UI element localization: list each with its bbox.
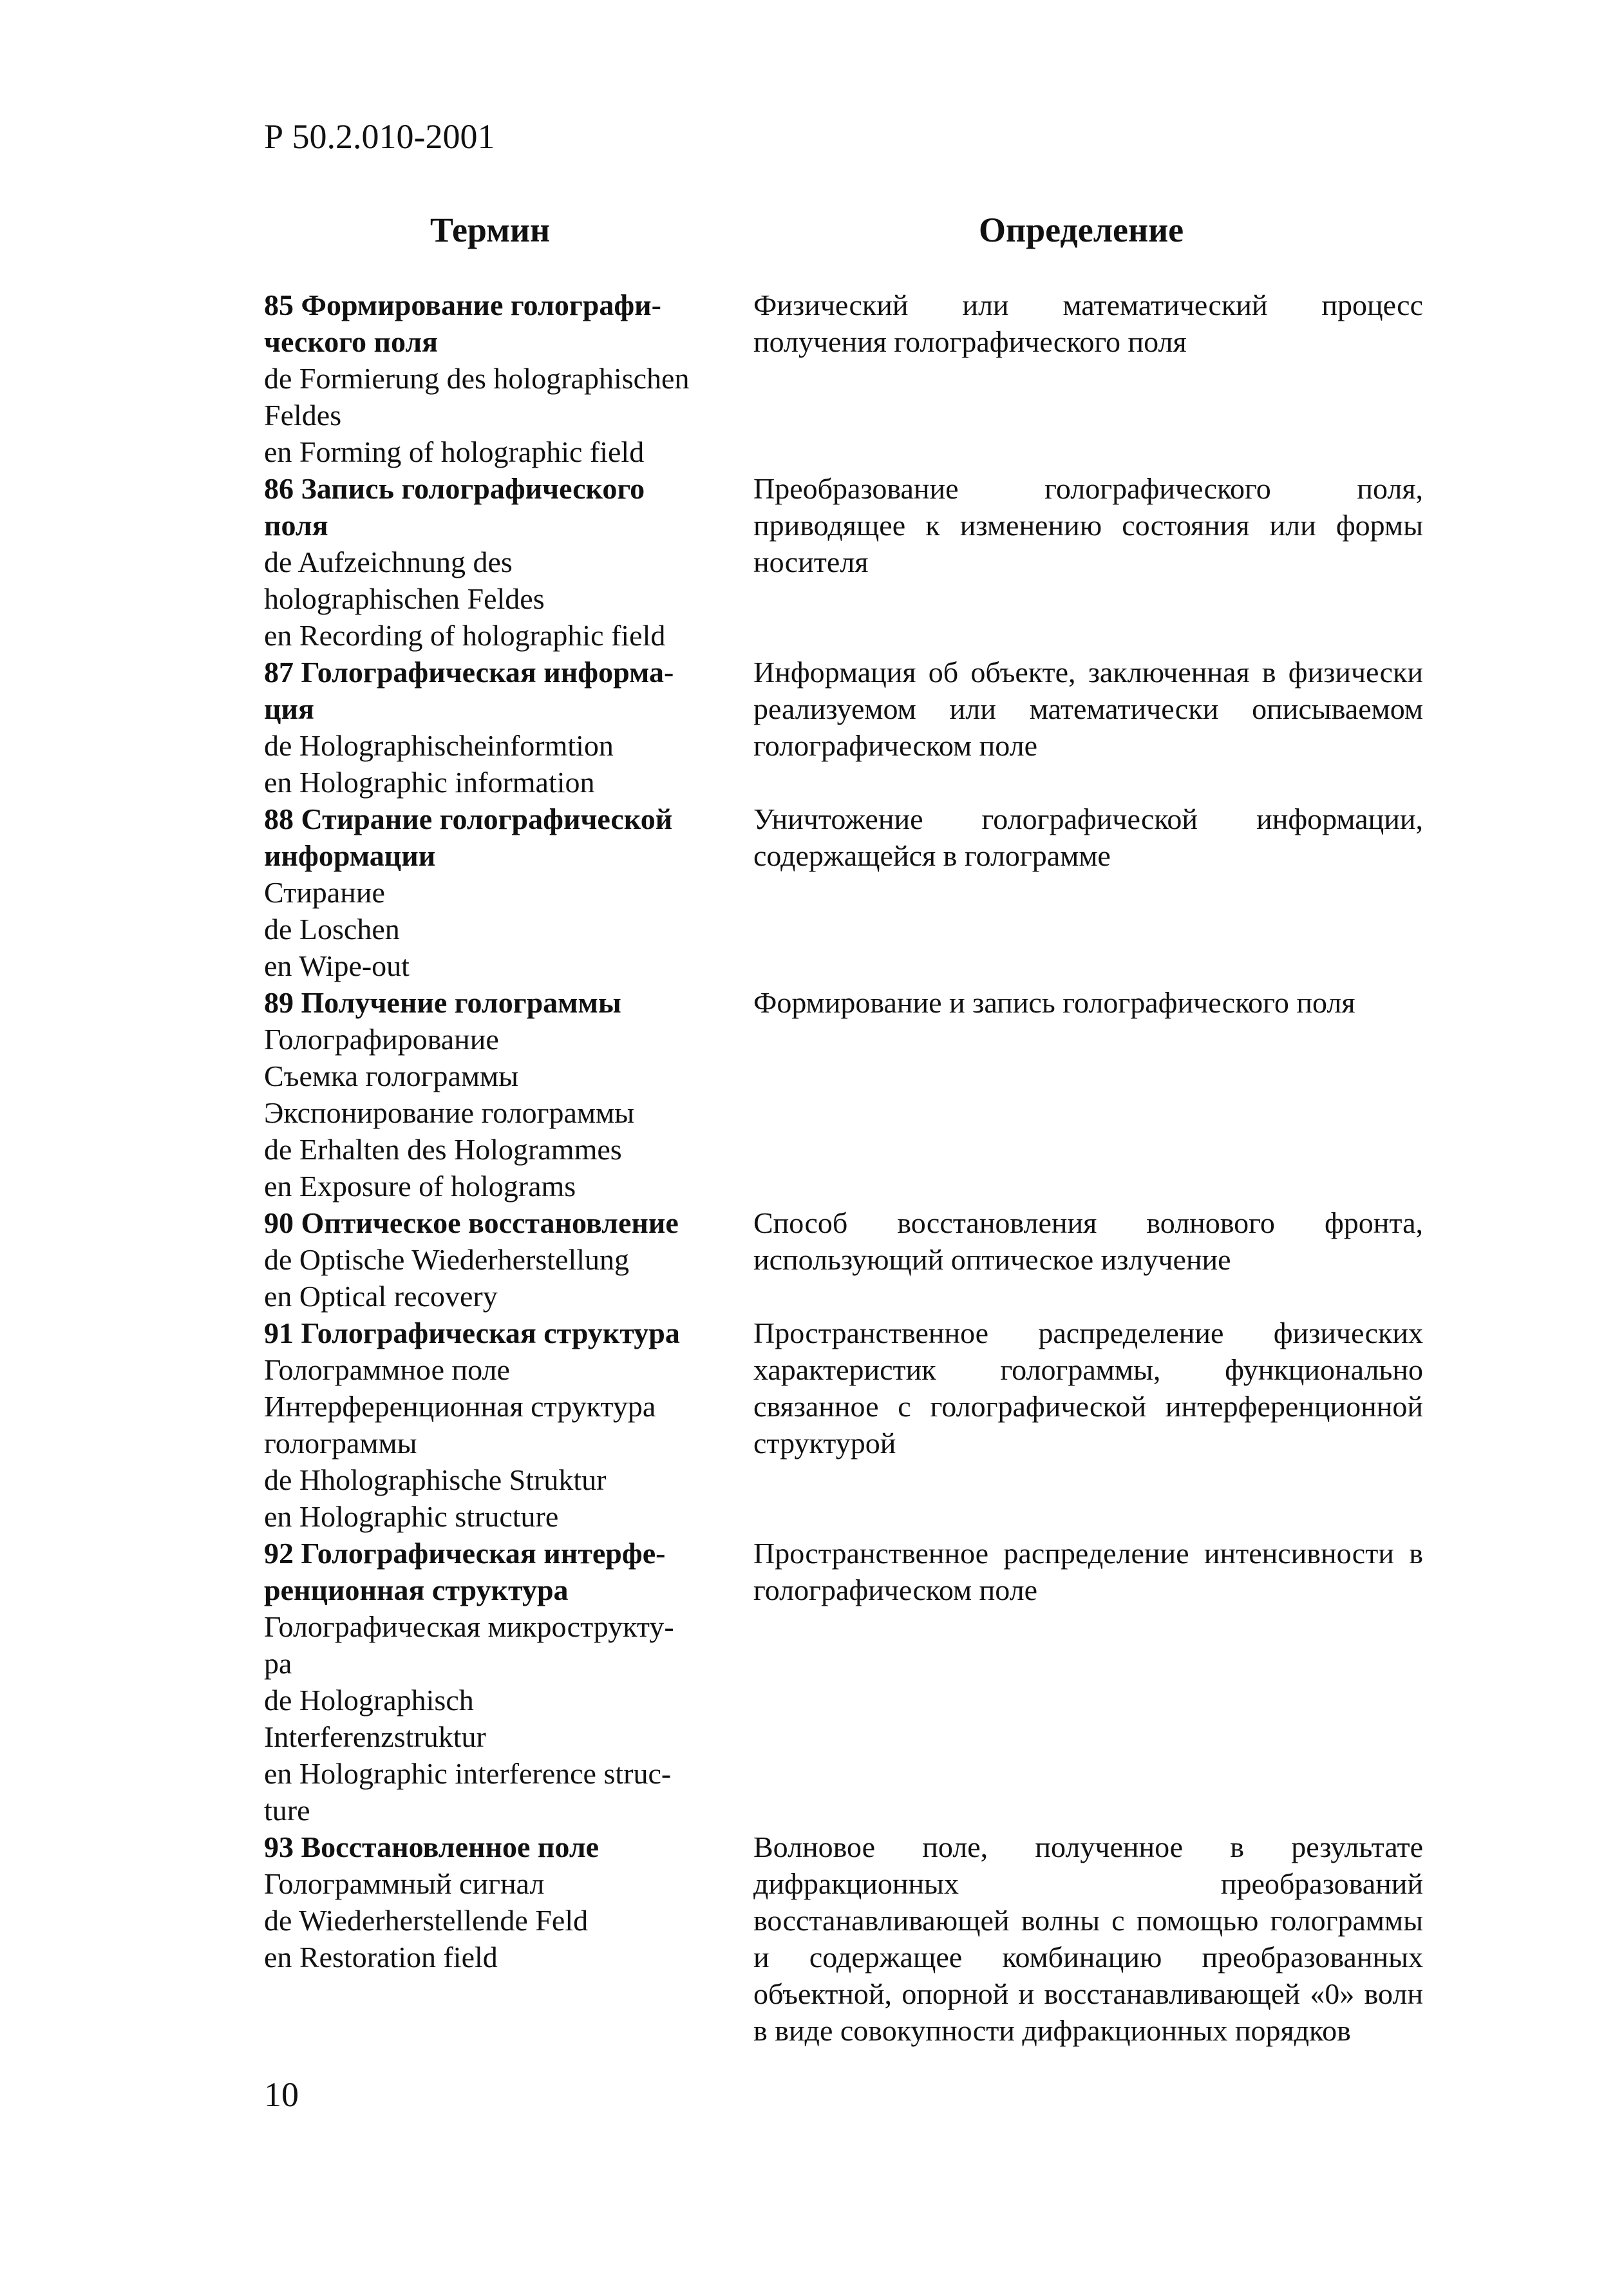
term-variant-line: de Aufzeichnung des [264, 546, 513, 578]
term-variant-line: en Restoration field [264, 1941, 498, 1973]
term-variant-line: de Erhalten des Hologrammes [264, 1133, 622, 1166]
term-variant-line: de Hholographische Struktur [264, 1463, 607, 1496]
term-cell [264, 287, 715, 470]
definition-text: Пространственное распределение физических характеристик голограммы, функционально связанное с голографической интерференционной структурой [753, 1317, 1423, 1460]
definition-cell [753, 984, 1423, 1021]
definition-text: Физический или математический процесс получения голографического поля [753, 289, 1423, 358]
term-cell [264, 1829, 715, 1975]
term-entry [0, 1204, 1624, 1315]
term-variant-line: ture [264, 1794, 310, 1827]
term-variant-line: Голограммный сигнал [264, 1867, 545, 1900]
term-variant-line: en Recording of holographic field [264, 619, 666, 652]
definition-text: Преобразование голографического поля, приводящее к изменению состояния или формы носителя [753, 472, 1423, 578]
term-variant-line: Голографирование [264, 1023, 499, 1056]
term-variant-line: holographischen Feldes [264, 582, 545, 615]
definition-column-title: Определение [979, 211, 1184, 249]
term-variant-line: en Exposure of holograms [264, 1170, 576, 1203]
term-title-line: 92 Голографическая интерфе- [264, 1537, 666, 1570]
term-variant-line: Стирание [264, 876, 385, 909]
term-entry [0, 801, 1624, 984]
term-entry [0, 470, 1624, 654]
term-cell [264, 801, 715, 984]
terms-table [0, 287, 1624, 2049]
term-title-line: 90 Оптическое восстановление [264, 1206, 679, 1239]
page-number: 10 [264, 2075, 299, 2114]
definition-cell [753, 654, 1423, 764]
definition-cell [753, 1535, 1423, 1608]
term-variant-line: Interferenzstruktur [264, 1720, 486, 1753]
term-variant-line: en Holographic structure [264, 1500, 559, 1533]
term-column-title: Термин [430, 211, 551, 249]
term-title-line: 86 Запись голографического [264, 472, 645, 505]
term-variant-line: de Wiederherstellende Feld [264, 1904, 589, 1937]
term-variant-line: de Formierung des holographischen [264, 362, 690, 395]
term-variant-line: ра [264, 1647, 292, 1680]
term-variant-line: Экспонирование голограммы [264, 1096, 634, 1129]
term-entry [0, 654, 1624, 801]
definition-text: Пространственное распределение интенсивности в голографическом поле [753, 1537, 1423, 1606]
term-variant-line: Feldes [264, 399, 342, 432]
term-variant-line: Голограммное поле [264, 1353, 510, 1386]
term-title-line: ция [264, 692, 314, 725]
document-code: Р 50.2.010-2001 [264, 117, 495, 156]
term-entry [0, 1315, 1624, 1535]
term-cell [264, 470, 715, 654]
term-cell [264, 1315, 715, 1535]
term-title-line: 88 Стирание голографической [264, 803, 673, 835]
term-title-line: ренционная структура [264, 1574, 569, 1606]
term-cell [264, 654, 715, 801]
term-title-line: поля [264, 509, 328, 542]
definition-cell [753, 1315, 1423, 1461]
term-title-line: 87 Голографическая информа- [264, 656, 674, 689]
definition-cell [753, 1829, 1423, 2049]
term-entry [0, 1535, 1624, 1829]
term-title-line: 85 Формирование голографи- [264, 289, 662, 321]
definition-cell [753, 1204, 1423, 1278]
definition-cell [753, 470, 1423, 580]
term-title-line: ческого поля [264, 325, 439, 358]
term-variant-line: de Holographisch [264, 1684, 474, 1717]
term-cell [264, 1204, 715, 1315]
term-title-line: информации [264, 839, 436, 872]
term-title-line: 89 Получение голограммы [264, 986, 621, 1019]
term-entry [0, 287, 1624, 470]
term-variant-line: Интерференционная структура [264, 1390, 656, 1423]
term-title-line: 93 Восстановленное поле [264, 1831, 600, 1863]
term-cell [264, 984, 715, 1204]
definition-cell [753, 801, 1423, 874]
term-entry [0, 1829, 1624, 2049]
definition-text: Формирование и запись голографического поля [753, 986, 1355, 1019]
definition-text: Способ восстановления волнового фронта, использующий оптическое излучение [753, 1206, 1423, 1276]
definition-text: Информация об объекте, заключенная в физически реализуемом или математически описываемом голографическом поле [753, 656, 1423, 762]
term-variant-line: de Optische Wiederherstellung [264, 1243, 630, 1276]
term-title-line: 91 Голографическая структура [264, 1317, 680, 1349]
term-variant-line: Голографическая микрострукту- [264, 1610, 674, 1643]
definition-cell [753, 287, 1423, 360]
term-variant-line: голограммы [264, 1427, 417, 1460]
term-variant-line: en Holographic interference struc- [264, 1757, 672, 1790]
term-variant-line: en Optical recovery [264, 1280, 498, 1313]
term-variant-line: en Wipe-out [264, 949, 410, 982]
term-variant-line: de Holographischeinformtion [264, 729, 614, 762]
definition-text: Волновое поле, полученное в результате дифракционных преобразований восстанавливающей волны с помощью голограммы и содержащее комбинацию преобразованных объектной, опорной и восстанавливающей «0» волн в виде совокупности дифракционных порядков [753, 1831, 1423, 2047]
term-cell [264, 1535, 715, 1829]
term-variant-line: de Loschen [264, 913, 400, 946]
term-variant-line: en Forming of holographic field [264, 435, 645, 468]
term-variant-line: en Holographic information [264, 766, 595, 799]
term-variant-line: Съемка голограммы [264, 1060, 519, 1092]
definition-text: Уничтожение голографической информации, содержащейся в голограмме [753, 803, 1423, 872]
term-entry [0, 984, 1624, 1204]
